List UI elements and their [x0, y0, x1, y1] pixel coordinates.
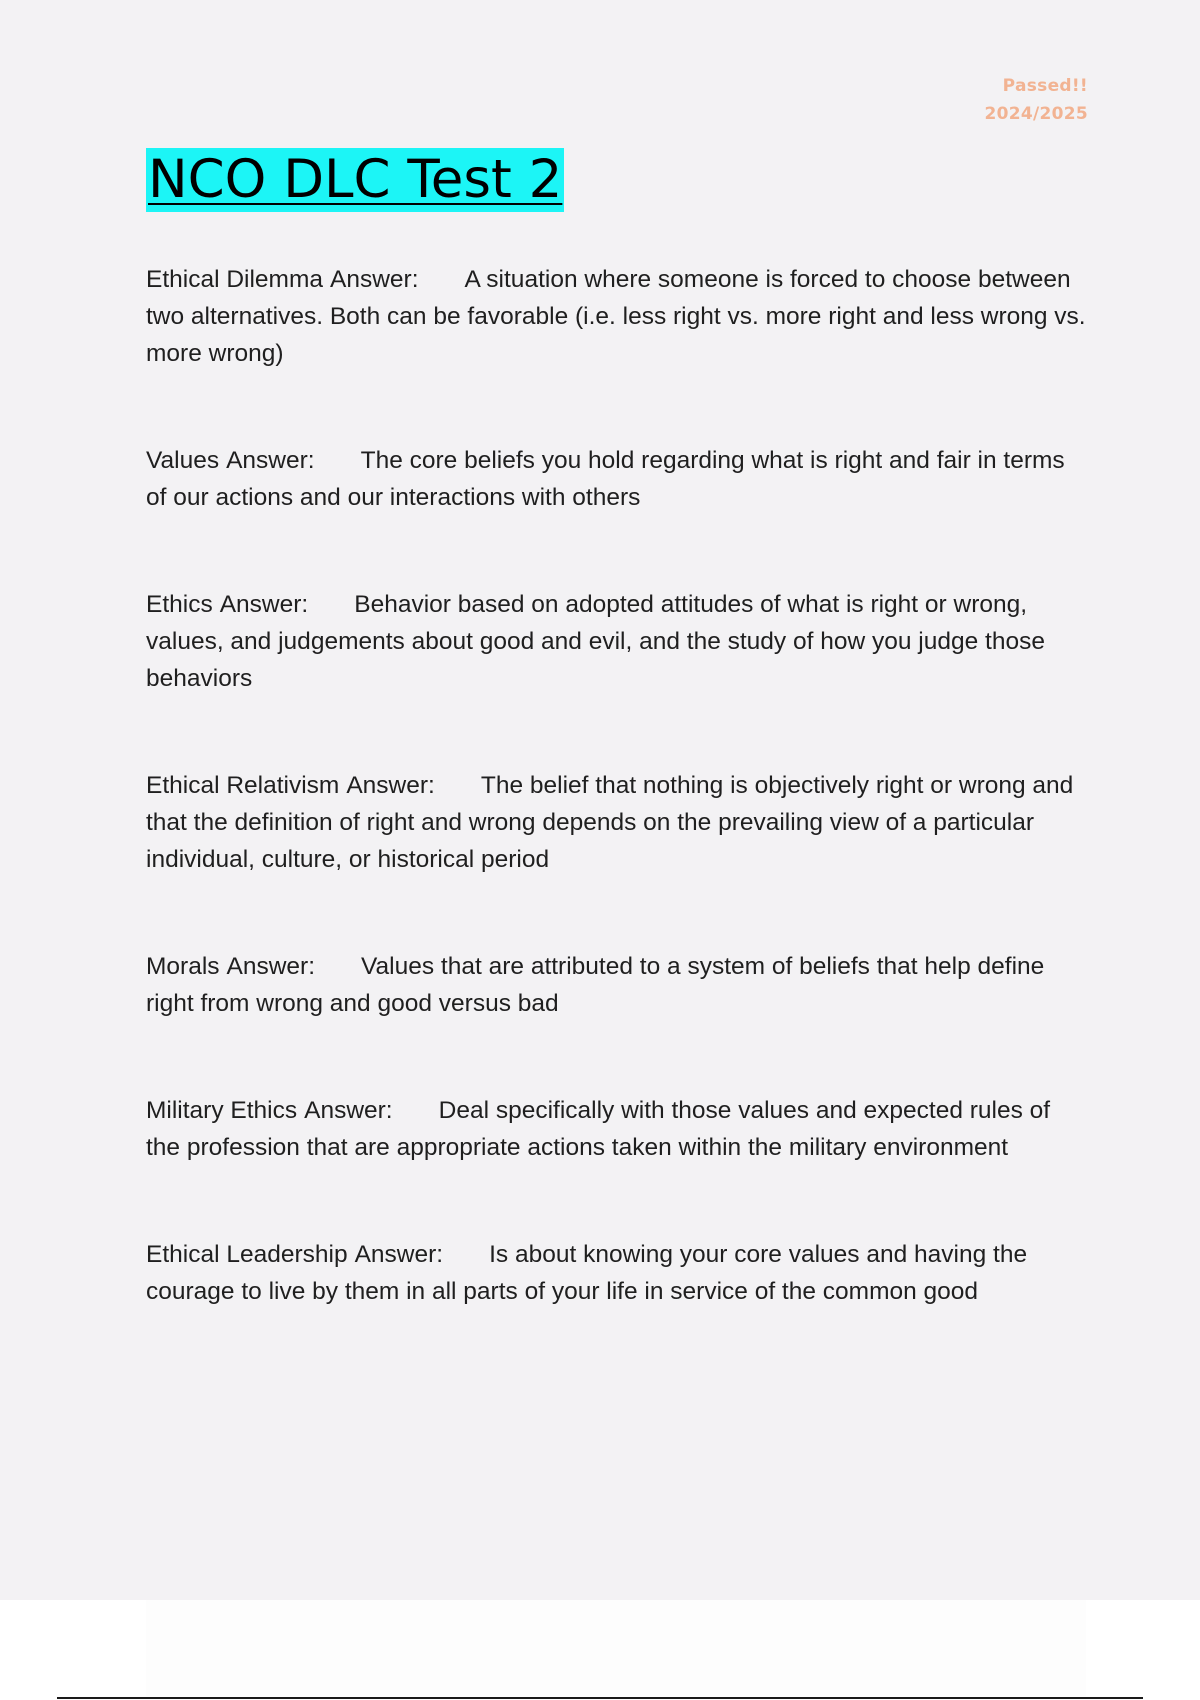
footer-divider	[57, 1697, 1143, 1699]
entry-answer-label: Answer:	[304, 1097, 393, 1124]
page-title: NCO DLC Test 2	[148, 149, 563, 210]
entry-definition: Is about knowing your core values and having the courage to live by them in all parts of your life in service of the common good	[146, 1241, 1028, 1305]
entry-term: Ethical Relativism	[146, 772, 340, 799]
entry-term: Ethical Dilemma	[146, 266, 323, 293]
entry-definition: The belief that nothing is objectively right or wrong and that the definition of right and wrong depends on the prevailing view of a particular individual, culture, or historical period	[146, 772, 1074, 873]
entry-term: Morals	[146, 953, 220, 980]
flashcard-entry	[146, 261, 1086, 372]
flashcard-list	[146, 261, 1086, 1380]
flashcard-entry	[146, 442, 1086, 516]
entry-term: Ethical Leadership	[146, 1241, 348, 1268]
flashcard-entry	[146, 767, 1086, 878]
entry-term: Ethics	[146, 591, 213, 618]
stamp-line-2: 2024/2025	[984, 104, 1088, 124]
entry-term: Values	[146, 447, 220, 474]
entry-definition: Deal specifically with those values and expected rules of the profession that are appropriate actions taken within the military environment	[146, 1097, 1051, 1161]
passed-stamp	[984, 72, 1088, 128]
entry-answer-label: Answer:	[226, 953, 316, 980]
entry-definition: Behavior based on adopted attitudes of what is right or wrong, values, and judgements about good and evil, and the study of how you judge those behaviors	[146, 591, 1045, 692]
entry-term: Military Ethics	[146, 1097, 298, 1124]
entry-definition: The core beliefs you hold regarding what is right and fair in terms of our actions and our interactions with others	[146, 447, 1065, 511]
entry-answer-label: Answer:	[219, 591, 309, 618]
entry-answer-label: Answer:	[330, 266, 419, 293]
page-footer	[0, 1600, 1200, 1700]
entry-answer-label: Answer:	[226, 447, 315, 474]
entry-definition: Values that are attributed to a system of beliefs that help define right from wrong and good versus bad	[146, 953, 1045, 1017]
footer-box	[146, 1600, 1086, 1696]
entry-answer-label: Answer:	[354, 1241, 444, 1268]
flashcard-entry	[146, 1092, 1086, 1166]
flashcard-entry	[146, 948, 1086, 1022]
entry-definition: A situation where someone is forced to choose between two alternatives. Both can be favorable (i.e. less right vs. more right and less wrong vs. more wrong)	[146, 266, 1086, 367]
flashcard-entry	[146, 1236, 1086, 1310]
entry-answer-label: Answer:	[346, 772, 435, 799]
flashcard-entry	[146, 586, 1086, 697]
stamp-line-1: Passed!!	[1002, 76, 1088, 96]
